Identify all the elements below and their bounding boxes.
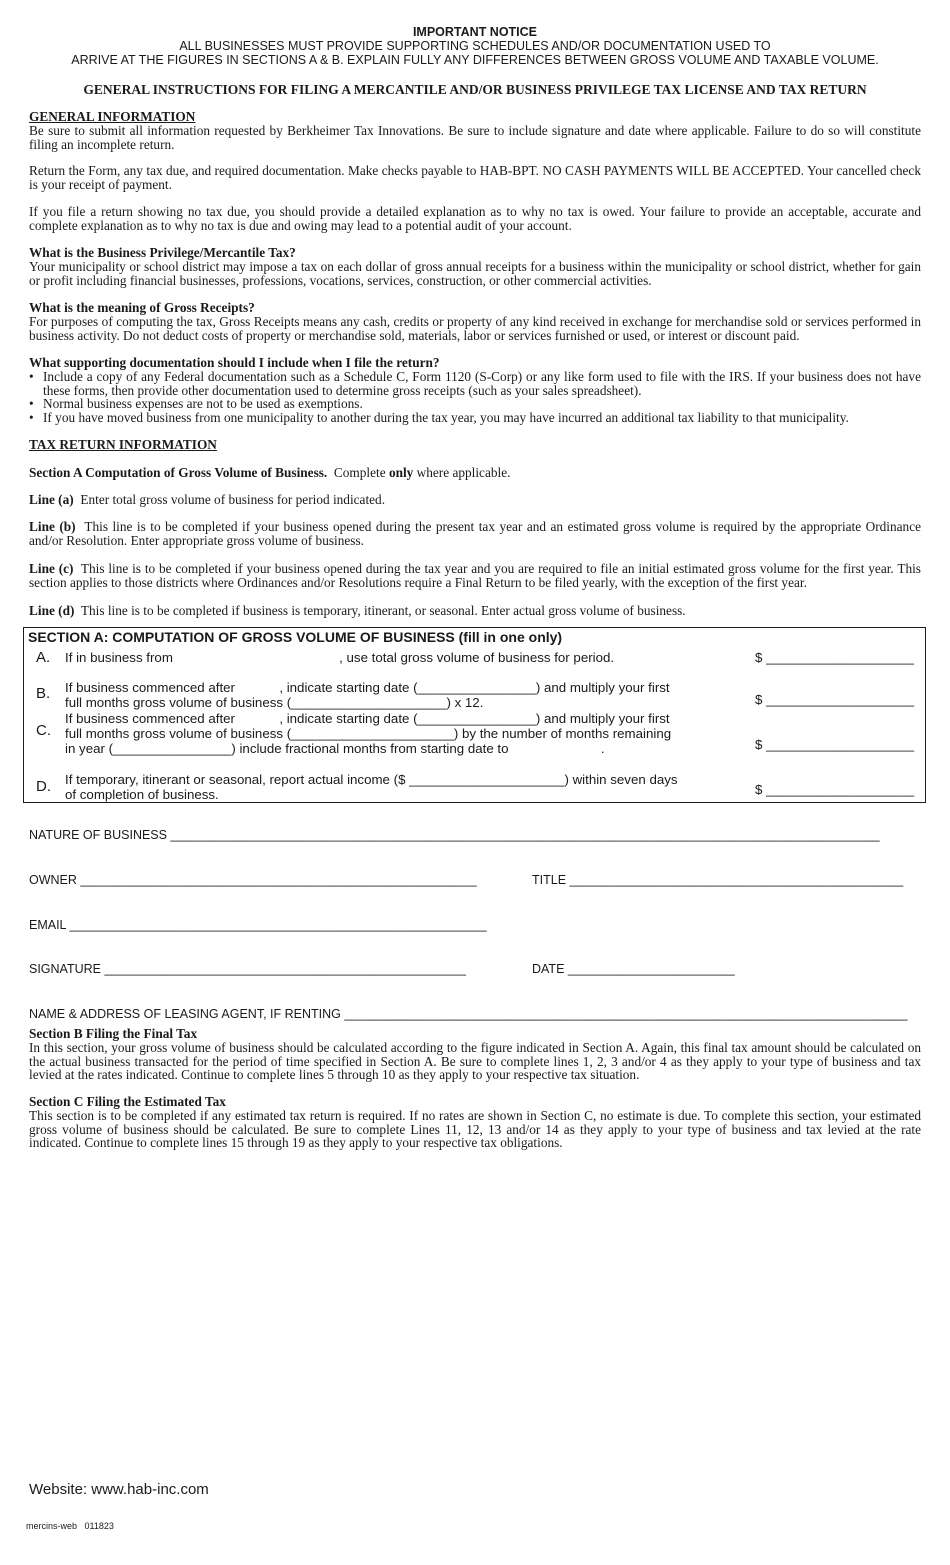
owner-field[interactable]: OWNER _________________________________________________________ <box>29 873 477 887</box>
faq-documentation <box>29 356 921 425</box>
main-title: GENERAL INSTRUCTIONS FOR FILING A MERCANTILE AND/OR BUSINESS PRIVILEGE TAX LICENSE AND TAX RETURN <box>83 82 867 97</box>
faq-question-3: What supporting documentation should I include when I file the return? <box>29 355 440 370</box>
section-c-heading: Section C Filing the Estimated Tax <box>29 1094 226 1109</box>
notice-line-2: ARRIVE AT THE FIGURES IN SECTIONS A & B. EXPLAIN FULLY ANY DIFFERENCES BETWEEN GROSS VOLUME AND TAXABLE VOLUME. <box>71 53 879 67</box>
general-p1: Be sure to submit all information requested by Berkheimer Tax Innovations. Be sure to include signature and date where applicable. Failure to do so will constitute filing an incomplete return. <box>29 122 921 152</box>
row-letter-a: A. <box>36 649 51 666</box>
section-b-text: In this section, your gross volume of business should be calculated according to the figure indicated in Section A. Again, this final tax amount should be calculated on the actual business transacted for the period of time specified in Section A. Be sure to complete lines 1, 2, 3 and/or 4 as they apply to your type of business and tax levied at the rates indicated. Continue to complete lines 5 through 10 as they apply to your respective tax situation. <box>29 1039 921 1083</box>
list-item: • Include a copy of any Federal documentation such as a Schedule C, Form 1120 (S-Corp) or any like form used to file with the IRS. If your business does not have these forms, then provide other documentation used to determine gross receipts (such as your sales spreadsheet). <box>29 370 921 398</box>
leasing-agent-field[interactable]: NAME & ADDRESS OF LEASING AGENT, IF RENTING _________________________________________________________________________________ <box>29 1007 908 1021</box>
list-item: • Normal business expenses are not to be used as exemptions. <box>29 397 921 411</box>
general-p2: Return the Form, any tax due, and required documentation. Make checks payable to HAB-BPT. NO CASH PAYMENTS WILL BE ACCEPTED. Your cancelled check is your receipt of payment. <box>29 163 921 192</box>
row-d-line2: of completion of business. <box>65 787 219 802</box>
nature-of-business-field[interactable]: NATURE OF BUSINESS ______________________________________________________________________________________________________ <box>29 828 880 842</box>
form-code: mercins-web 011823 <box>26 1521 114 1531</box>
notice-title: IMPORTANT NOTICE <box>412 25 538 39</box>
section-b-heading: Section B Filing the Final Tax <box>29 1026 198 1041</box>
faq-question-1: What is the Business Privilege/Mercantile Tax? <box>29 245 296 260</box>
section-c <box>29 1095 921 1150</box>
faq-answer-1: Your municipality or school district may impose a tax on each dollar of gross annual receipts for a business within the municipality or school district, whether for gain or profit including financial businesses, professions, vocations, services, construction, or other commercial activities. <box>29 258 921 288</box>
section-a-intro: Section A Computation of Gross Volume of Business. Complete only where applicable. <box>29 465 511 480</box>
row-letter-d: D. <box>36 778 51 795</box>
general-information <box>29 110 921 151</box>
section-a-box <box>23 627 926 803</box>
section-b <box>29 1027 921 1082</box>
faq-gross-receipts <box>29 301 921 342</box>
date-field[interactable]: DATE ________________________ <box>532 962 735 976</box>
row-b-line2[interactable]: full months gross volume of business (_____________________) x 12. <box>65 695 484 710</box>
row-b-amount[interactable]: $ ____________________ <box>755 692 914 707</box>
row-b-line1[interactable]: If business commenced after , indicate starting date (________________) and multiply your first <box>65 680 670 695</box>
signature-field[interactable]: SIGNATURE ____________________________________________________ <box>29 962 466 976</box>
tax-return-heading: TAX RETURN INFORMATION <box>29 437 217 452</box>
row-d-line1[interactable]: If temporary, itinerant or seasonal, report actual income ($ _____________________) within seven days <box>65 772 678 787</box>
notice-line-1: ALL BUSINESSES MUST PROVIDE SUPPORTING SCHEDULES AND/OR DOCUMENTATION USED TO <box>179 39 771 53</box>
row-letter-b: B. <box>36 685 51 702</box>
section-c-text: This section is to be completed if any estimated tax return is required. If no rates are shown in Section C, no estimate is due. To complete this section, your estimated gross volume of business should be calculated. Be sure to complete Lines 11, 12, 13 and/or 14 as they apply to your type of business and tax levied at the rate indicated. Continue to complete lines 15 through 19 as they apply to your respective tax obligations. <box>29 1107 921 1151</box>
faq-answer-2: For purposes of computing the tax, Gross Receipts means any cash, credits or property of any kind received in exchange for merchandise sold or services performed in business activity. Do not deduct costs of property or merchandise sold, materials, labor or services furnished or used, or interest or discount paid. <box>29 313 921 343</box>
row-c-line3[interactable]: in year (________________) include fractional months from starting date to . <box>65 741 605 756</box>
website-link[interactable]: Website: www.hab-inc.com <box>29 1481 209 1498</box>
documentation-list <box>29 370 921 425</box>
row-c-line2[interactable]: full months gross volume of business (______________________) by the number of months remaining <box>65 726 672 741</box>
section-a-title: SECTION A: COMPUTATION OF GROSS VOLUME OF BUSINESS (fill in one only) <box>28 629 563 645</box>
list-item: • If you have moved business from one municipality to another during the tax year, you may have incurred an additional tax liability to that municipality. <box>29 411 921 425</box>
line-c-instructions: Line (c) This line is to be completed if your business opened during the tax year and you are required to file an initial estimated gross volume for the first year. This section applies to those districts where Ordinances and/or Resolutions require a Final Return to be filed yearly, with the exception of the first year. <box>29 561 921 590</box>
general-p3: If you file a return showing no tax due, you should provide a detailed explanation as to why no tax is owed. Your failure to provide an acceptable, accurate and complete explanation as to why no tax is due and owing may lead to a potential audit of your account. <box>29 204 921 233</box>
row-letter-c: C. <box>36 722 51 739</box>
row-a-text[interactable]: If in business from , use total gross volume of business for period. <box>65 650 615 665</box>
line-d-instructions: Line (d) This line is to be completed if business is temporary, itinerant, or seasonal. Enter actual gross volume of business. <box>29 603 686 618</box>
faq-what-is-tax <box>29 246 921 287</box>
row-d-amount[interactable]: $ ____________________ <box>755 782 914 797</box>
title-field[interactable]: TITLE ________________________________________________ <box>532 873 904 887</box>
email-field[interactable]: EMAIL ____________________________________________________________ <box>29 918 487 932</box>
row-c-line1[interactable]: If business commenced after , indicate starting date (________________) and multiply your first <box>65 711 670 726</box>
faq-question-2: What is the meaning of Gross Receipts? <box>29 300 255 315</box>
general-heading: GENERAL INFORMATION <box>29 109 196 124</box>
line-a-instructions: Line (a) Enter total gross volume of business for period indicated. <box>29 492 386 507</box>
line-b-instructions: Line (b) This line is to be completed if your business opened during the present tax year and an estimated gross volume is required by the appropriate Ordinance and/or Resolution. Enter appropriate gross volume of business. <box>29 519 922 548</box>
row-a-amount[interactable]: $ ____________________ <box>755 650 914 665</box>
row-c-amount[interactable]: $ ____________________ <box>755 737 914 752</box>
